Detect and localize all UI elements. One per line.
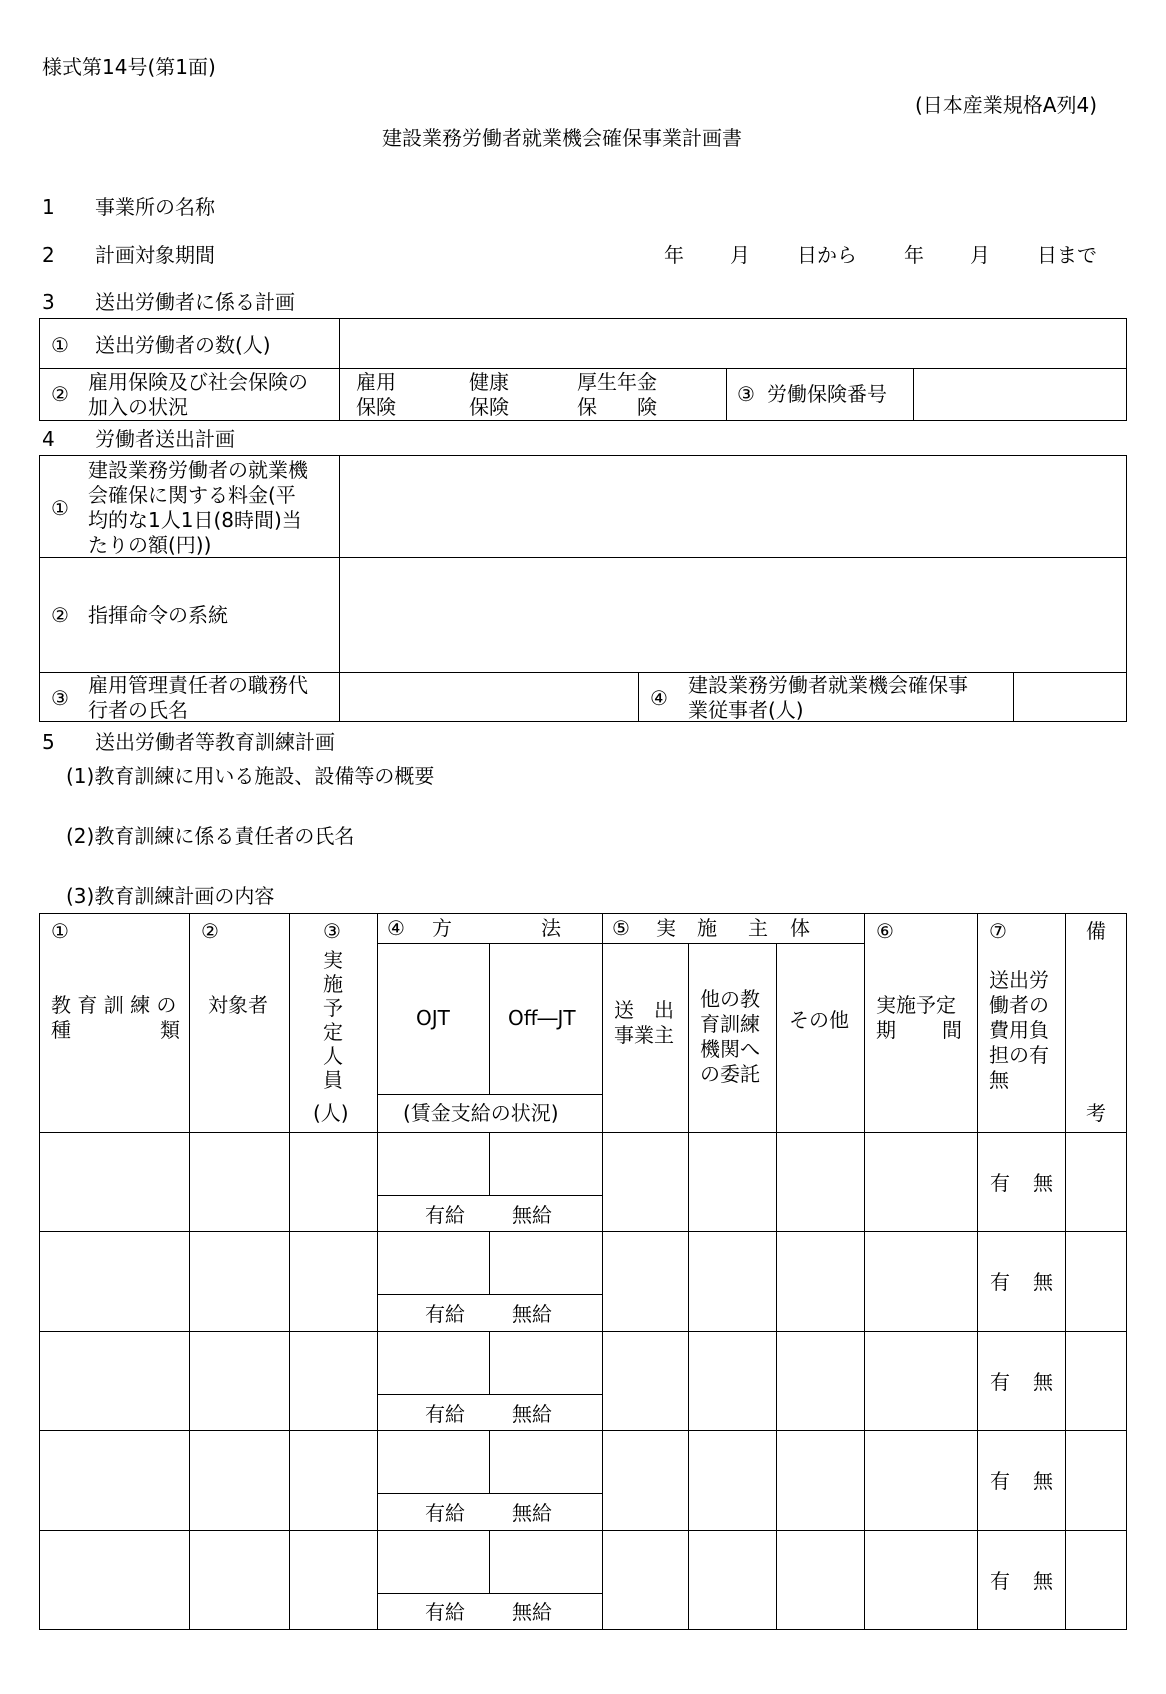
- row1-cost-yes[interactable]: 有: [990, 1171, 1010, 1195]
- col5-sender-1: 送 出: [614, 998, 674, 1022]
- col2-label: 対象者: [208, 993, 268, 1017]
- col3-unit: (人): [313, 1101, 349, 1125]
- row3-unpaid[interactable]: 無給: [512, 1402, 552, 1426]
- col5-other-inst-3: 機関へ: [700, 1037, 760, 1061]
- col4-num: ④: [387, 916, 405, 940]
- staff-count-label-2: 業従事者(人): [688, 698, 804, 722]
- col5-label-c: 主: [748, 916, 768, 940]
- sec3-workers-label: 送出労働者の数(人): [95, 333, 271, 357]
- labor-insurance-number-input[interactable]: [914, 372, 1126, 418]
- row3-cost-no[interactable]: 無: [1033, 1370, 1053, 1394]
- sec3-r1-num: ①: [51, 333, 69, 357]
- row5-unpaid[interactable]: 無給: [512, 1600, 552, 1624]
- page-title: 建設業務労働者就業機会確保事業計画書: [382, 126, 742, 150]
- sec2-number: 2: [42, 243, 55, 267]
- col6-label-2a: 期: [876, 1018, 896, 1042]
- sec3-r3-num: ③: [737, 382, 755, 406]
- sec4-number: 4: [42, 427, 55, 451]
- employment-insurance-2[interactable]: 保険: [356, 395, 396, 419]
- col4-label-a: 方: [432, 916, 452, 940]
- sec5-contents: (3)教育訓練計画の内容: [66, 884, 275, 908]
- col1-label-1: 教 育 訓 練 の: [51, 993, 177, 1017]
- col6-label-2b: 間: [942, 1018, 962, 1042]
- deputy-manager-label-1: 雇用管理責任者の職務代: [88, 673, 308, 697]
- sec4-label: 労働者送出計画: [95, 427, 235, 451]
- row1-unpaid[interactable]: 無給: [512, 1203, 552, 1227]
- deputy-manager-label-2: 行者の氏名: [88, 698, 188, 722]
- row2-paid[interactable]: 有給: [425, 1302, 465, 1326]
- col6-num: ⑥: [876, 919, 894, 943]
- sec4-r4-num: ④: [650, 686, 668, 710]
- col7-label-1: 送出労: [989, 968, 1049, 992]
- row1-cost-no[interactable]: 無: [1033, 1171, 1053, 1195]
- col8-remarks-bottom: 考: [1086, 1101, 1106, 1125]
- sec4-r1-num: ①: [51, 496, 69, 520]
- deputy-manager-input[interactable]: [340, 675, 636, 720]
- col2-num: ②: [201, 919, 219, 943]
- row3-cost-yes[interactable]: 有: [990, 1370, 1010, 1394]
- row5-cost-yes[interactable]: 有: [990, 1569, 1010, 1593]
- health-insurance-1[interactable]: 健康: [469, 370, 509, 394]
- col3-label: 実施予定人員: [323, 948, 343, 1092]
- period-month-1: 月: [730, 243, 750, 267]
- sec5-facilities: (1)教育訓練に用いる施設、設備等の概要: [66, 764, 435, 788]
- fee-label-4: たりの額(円)): [88, 533, 212, 557]
- row4-cost-yes[interactable]: 有: [990, 1469, 1010, 1493]
- row2-unpaid[interactable]: 無給: [512, 1302, 552, 1326]
- fee-label-3: 均的な1人1日(8時間)当: [88, 508, 302, 532]
- row2-cost-no[interactable]: 無: [1033, 1270, 1053, 1294]
- col6-label-1: 実施予定: [876, 993, 956, 1017]
- col5-other-inst-4: の委託: [700, 1062, 760, 1086]
- staff-count-label-1: 建設業務労働者就業機会確保事: [688, 673, 968, 697]
- col7-label-2: 働者の: [989, 993, 1049, 1017]
- pension-insurance-2[interactable]: 保 険: [577, 395, 657, 419]
- command-chain-label: 指揮命令の系統: [88, 603, 228, 627]
- col5-other-inst-2: 育訓練: [700, 1012, 760, 1036]
- col5-label-a: 実: [656, 916, 676, 940]
- sec5-responsible: (2)教育訓練に係る責任者の氏名: [66, 824, 355, 848]
- sec3-r2-num: ②: [51, 382, 69, 406]
- period-year-2: 年: [904, 243, 924, 267]
- command-chain-input[interactable]: [340, 560, 1126, 670]
- sec3-label: 送出労働者に係る計画: [95, 290, 295, 314]
- sec3-workers-input[interactable]: [340, 322, 1126, 366]
- row3-paid[interactable]: 有給: [425, 1402, 465, 1426]
- col5-label-b: 施: [697, 916, 717, 940]
- row4-paid[interactable]: 有給: [425, 1501, 465, 1525]
- col7-num: ⑦: [989, 919, 1007, 943]
- col7-label-4: 担の有: [989, 1043, 1049, 1067]
- pension-insurance-1[interactable]: 厚生年金: [577, 370, 657, 394]
- row5-paid[interactable]: 有給: [425, 1600, 465, 1624]
- sec5-number: 5: [42, 730, 55, 754]
- col4-label-b: 法: [541, 916, 561, 940]
- col4-wage: (賃金支給の状況): [403, 1101, 559, 1125]
- sec3-insurance-label-1: 雇用保険及び社会保険の: [88, 370, 308, 394]
- period-year-1: 年: [664, 243, 684, 267]
- col7-label-5: 無: [989, 1068, 1009, 1092]
- fee-label-2: 会確保に関する料金(平: [88, 483, 296, 507]
- period-from: 日から: [797, 243, 857, 267]
- col1-label-2b: 類: [160, 1018, 180, 1042]
- sec3-insurance-label-2: 加入の状況: [88, 395, 188, 419]
- col4-ojt: OJT: [416, 1006, 450, 1030]
- col1-label-2a: 種: [51, 1018, 71, 1042]
- sec3-number: 3: [42, 290, 55, 314]
- sec5-label: 送出労働者等教育訓練計画: [95, 730, 335, 754]
- col5-other-inst-1: 他の教: [700, 987, 760, 1011]
- sec1-label: 事業所の名称: [95, 195, 215, 219]
- col5-label-d: 体: [790, 916, 810, 940]
- col3-num: ③: [323, 919, 341, 943]
- period-month-2: 月: [970, 243, 990, 267]
- col4-offjt: Off―JT: [508, 1006, 576, 1030]
- sec4-r2-num: ②: [51, 603, 69, 627]
- fee-input[interactable]: [340, 458, 1126, 555]
- col7-label-3: 費用負: [989, 1018, 1049, 1042]
- col5-other: その他: [789, 1008, 849, 1032]
- training-table: [39, 913, 1127, 1630]
- health-insurance-2[interactable]: 保険: [469, 395, 509, 419]
- col5-num: ⑤: [612, 916, 630, 940]
- col5-sender-2: 事業主: [614, 1023, 674, 1047]
- form-number: 様式第14号(第1面): [42, 55, 216, 79]
- fee-label-1: 建設業務労働者の就業機: [88, 458, 308, 482]
- col1-num: ①: [51, 919, 69, 943]
- row5-cost-no[interactable]: 無: [1033, 1569, 1053, 1593]
- row2-cost-yes[interactable]: 有: [990, 1270, 1010, 1294]
- employment-insurance-1[interactable]: 雇用: [356, 370, 396, 394]
- sec4-r3-num: ③: [51, 686, 69, 710]
- sec1-number: 1: [42, 195, 55, 219]
- staff-count-input[interactable]: [1014, 675, 1126, 720]
- row1-paid[interactable]: 有給: [425, 1203, 465, 1227]
- labor-insurance-number-label: 労働保険番号: [767, 382, 887, 406]
- col8-remarks-top: 備: [1086, 919, 1106, 943]
- row4-cost-no[interactable]: 無: [1033, 1469, 1053, 1493]
- row4-unpaid[interactable]: 無給: [512, 1501, 552, 1525]
- sec2-label: 計画対象期間: [95, 243, 215, 267]
- period-to: 日まで: [1037, 243, 1097, 267]
- paper-size-note: (日本産業規格A列4): [915, 93, 1098, 117]
